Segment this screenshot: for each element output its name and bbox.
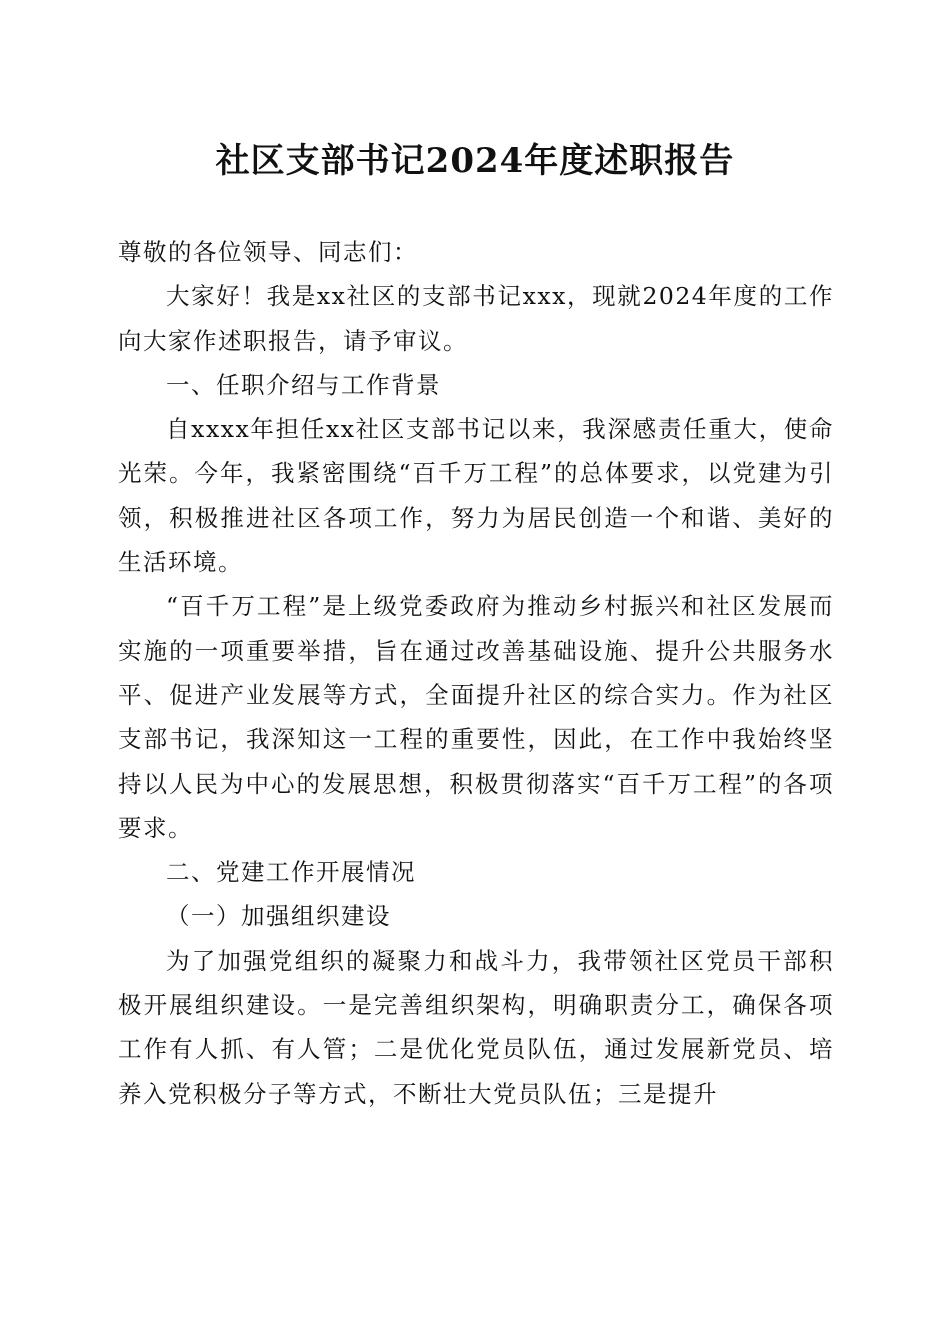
opening-paragraph: 大家好！我是xx社区的支部书记xxx，现就2024年度的工作向大家作述职报告，请予审议。 bbox=[118, 282, 834, 355]
section2-paragraph-1: 为了加强党组织的凝聚力和战斗力，我带领社区党员干部积极开展组织建设。一是完善组织架构，明确职责分工，确保各项工作有人抓、有人管；二是优化党员队伍，通过发展新党员、培养入党积极分子等方式，不断壮大党员队伍；三是提升 bbox=[118, 946, 834, 1108]
section1-paragraph-1: 自xxxx年担任xx社区支部书记以来，我深感责任重大，使命光荣。今年，我紧密围绕“百千万工程”的总体要求，以党建为引领，积极推进社区各项工作，努力为居民创造一个和谐、美好的生活环境。 bbox=[118, 415, 834, 577]
section-heading-1: 一、任职介绍与工作背景 bbox=[166, 370, 441, 399]
salutation: 尊敬的各位领导、同志们： bbox=[118, 238, 418, 266]
document-body bbox=[118, 230, 834, 1116]
section-heading-2: 二、党建工作开展情况 bbox=[166, 858, 416, 887]
section1-paragraph-2: “百千万工程”是上级党委政府为推动乡村振兴和社区发展而实施的一项重要举措，旨在通过改善基础设施、提升公共服务水平、促进产业发展等方式，全面提升社区的综合实力。作为社区支部书记，我深知这一工程的重要性，因此，在工作中我始终坚持以人民为中心的发展思想，积极贯彻落实“百千万工程”的各项要求。 bbox=[118, 592, 834, 842]
subsection-heading-1: （一）加强组织建设 bbox=[166, 902, 391, 931]
document-title: 社区支部书记2024年度述职报告 bbox=[215, 141, 735, 181]
